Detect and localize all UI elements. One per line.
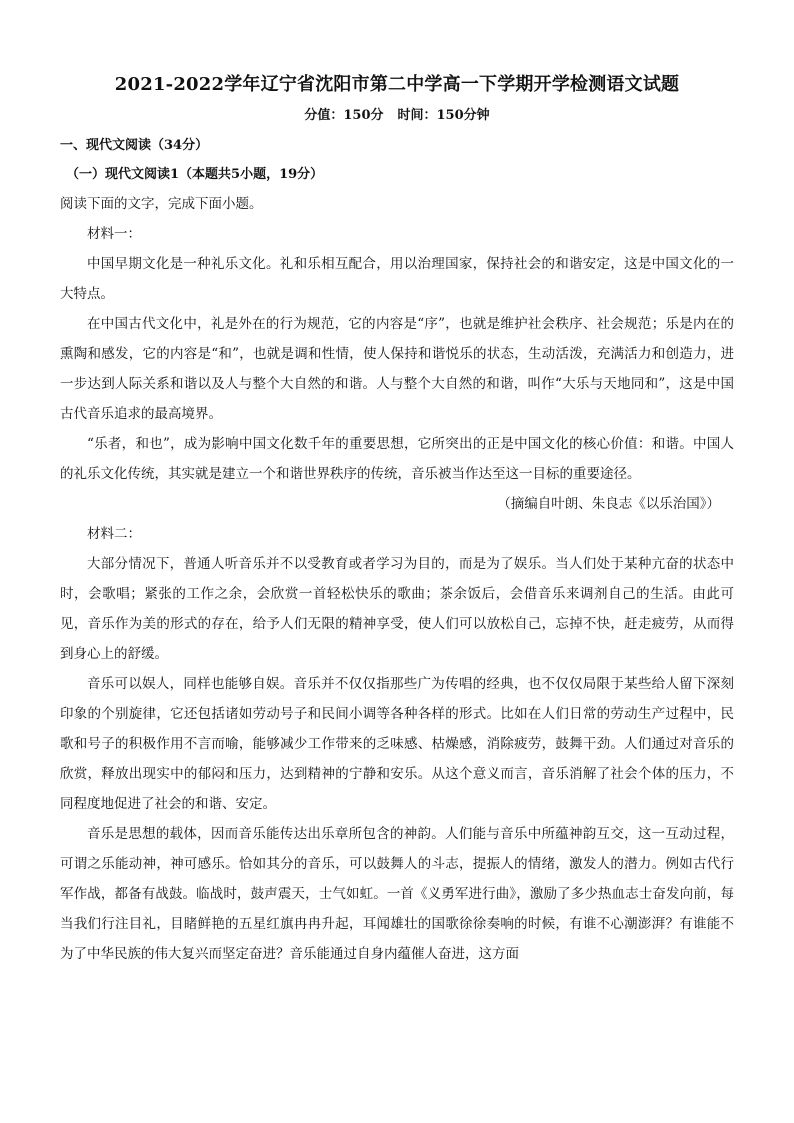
material-two-paragraph: 音乐可以娱人，同样也能够自娱。音乐并不仅仅指那些广为传唱的经典，也不仅仅局限于某些给人留下深刻印象的个别旋律，它还包括诸如劳动号子和民间小调等各种各样的形式。比如在人们日常的劳动生产过程中，民歌和号子的积极作用不言而喻，能够减少工作带来的乏味感、枯燥感，消除疲劳，鼓舞干劲。人们通过对音乐的欣赏，释放出现实中的郁闷和压力，达到精神的宁静和安乐。从这个意义而言，音乐消解了社会个体的压力，不同程度地促进了社会的和谐、安定。 xyxy=(60,676,734,812)
subsection-heading: （一）现代文阅读1（本题共5小题，19分） xyxy=(66,167,324,182)
exam-meta xyxy=(60,106,734,126)
material-one-paragraph: 在中国古代文化中，礼是外在的行为规范，它的内容是“序”，也就是维护社会秩序、社会规范；乐是内在的熏陶和感发，它的内容是“和”，也就是调和性情，使人保持和谐悦乐的状态，生动活泼，充满活力和创造力，进一步达到人际关系和谐以及人与整个大自然的和谐。人与整个大自然的和谐，叫作“大乐与天地同和”，这是中国古代音乐追求的最高境界。 xyxy=(60,316,734,422)
material-two-paragraph: 大部分情况下，普通人听音乐并不以受教育或者学习为目的，而是为了娱乐。当人们处于某种亢奋的状态中时，会歌唱；紧张的工作之余，会欣赏一首轻松快乐的歌曲；茶余饭后，会借音乐来调剂自己的生活。由此可见，音乐作为美的形式的存在，给予人们无限的精神享受，使人们可以放松自己，忘掉不快，赶走疲劳，从而得到身心上的舒缓。 xyxy=(60,556,734,662)
material-two-label: 材料二： xyxy=(87,526,141,542)
score-info: 分值：150分 xyxy=(304,108,384,123)
material-two-paragraph: 音乐是思想的载体，因而音乐能传达出乐章所包含的神韵。人们能与音乐中所蕴神韵互交，这一互动过程，可谓之乐能动神，神可感乐。恰如其分的音乐，可以鼓舞人的斗志，提振人的情绪，激发人的潜力。例如古代行军作战，都备有战鼓。临战时，鼓声震天，士气如虹。一首《义勇军进行曲》，激励了多少热血志士奋发向前，每当我们行注目礼，目睹鲜艳的五星红旗冉冉升起，耳闻雄壮的国歌徐徐奏响的时候，有谁不心潮澎湃？有谁能不为了中华民族的伟大复兴而坚定奋进？音乐能通过自身内蕴催人奋进，这方面 xyxy=(60,826,734,962)
material-one-paragraph: “乐者，和也”，成为影响中国文化数千年的重要思想，它所突出的正是中国文化的核心价值：和谐。中国人的礼乐文化传统，其实就是建立一个和谐世界秩序的传统，音乐被当作达至这一目标的重要途径。 xyxy=(60,436,734,482)
material-one-source: （摘编自叶朗、朱良志《以乐治国》） xyxy=(497,496,720,512)
document-title: 2021-2022学年辽宁省沈阳市第二中学高一下学期开学检测语文试题 xyxy=(114,74,680,95)
document-page xyxy=(60,72,734,969)
section-heading: 一、现代文阅读（34分） xyxy=(60,138,209,153)
material-one-paragraph: 中国早期文化是一种礼乐文化。礼和乐相互配合，用以治理国家，保持社会的和谐安定，这是中国文化的一大特点。 xyxy=(60,256,734,302)
time-info: 时间：150分钟 xyxy=(397,108,490,123)
material-one-label: 材料一： xyxy=(87,226,141,242)
reading-instruction: 阅读下面的文字，完成下面小题。 xyxy=(60,196,263,212)
